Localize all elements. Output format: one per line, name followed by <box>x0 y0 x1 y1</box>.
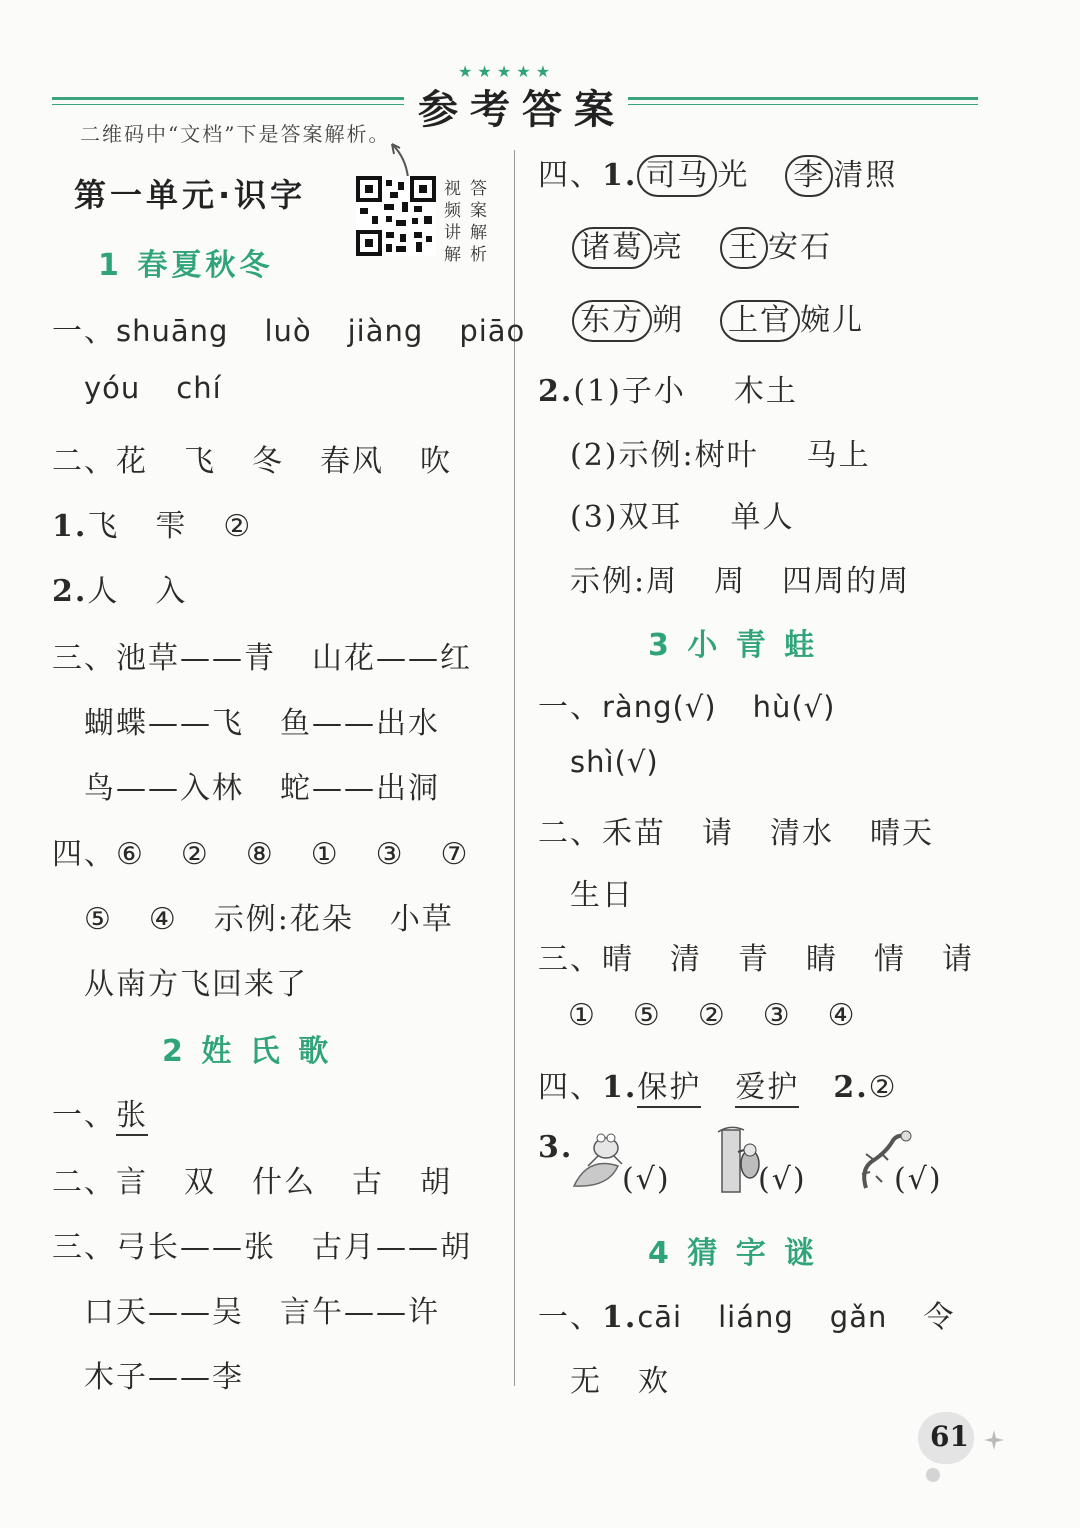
l2-q1-label: 一、 <box>52 1098 116 1133</box>
l1-q2-2-row <box>52 566 187 610</box>
l3-q3-label: 三、 <box>538 942 602 977</box>
answer: ③ <box>375 837 405 872</box>
answer: 木土 <box>733 374 798 409</box>
answer: 张 <box>116 1098 148 1136</box>
answer: (1)子小 <box>573 374 686 409</box>
q-number: 2. <box>833 1070 869 1105</box>
decor-dot <box>926 1468 940 1482</box>
check-answer: (√) <box>622 1162 671 1197</box>
given-name: 婉儿 <box>800 303 864 338</box>
header-stars: ★ ★ ★ ★ ★ <box>458 62 551 81</box>
answer: 池草——青 <box>116 641 276 676</box>
check-answer: (√) <box>894 1162 943 1197</box>
l3-q3-row-a <box>538 934 974 978</box>
lesson-3-title: 3 小 青 蛙 <box>648 628 819 663</box>
l1-q4-label: 四、 <box>52 837 116 872</box>
l3-q1-row-a <box>538 682 835 726</box>
answer: 古月——胡 <box>312 1230 472 1265</box>
l4-q1-row-b <box>570 1356 670 1400</box>
answer: 冬 <box>252 444 284 479</box>
q-number: 2. <box>52 574 88 609</box>
answer: 口天——吴 <box>84 1295 244 1330</box>
answer: 古 <box>352 1165 384 1200</box>
l2-q2-row <box>52 1157 452 1201</box>
answer: 晴 <box>602 942 634 977</box>
answer: ⑤ <box>84 902 113 937</box>
q-number: 1. <box>602 1070 638 1105</box>
answer: 双 <box>184 1165 216 1200</box>
answer: 蛇——出洞 <box>280 771 440 806</box>
answer: 晴天 <box>870 816 934 851</box>
l3-q4-3-number: 3. <box>538 1130 574 1165</box>
q-number: 1. <box>52 509 88 544</box>
l1-q4-row-c: 从南方飞回来了 <box>84 967 308 1002</box>
answer: 飞 <box>87 509 120 544</box>
l2-q4-names-row-2 <box>572 222 832 269</box>
header-rule-left <box>52 97 404 100</box>
pinyin: cāi <box>637 1300 683 1334</box>
l2-q1-row <box>52 1090 148 1136</box>
answer: 禾苗 <box>602 816 666 851</box>
answer: 小草 <box>389 902 454 937</box>
l1-q3-row-a <box>52 633 472 677</box>
answer: ⑤ <box>632 998 662 1033</box>
l3-q3-row-b <box>568 998 857 1033</box>
circled-surname: 王 <box>720 227 768 269</box>
answer: 请 <box>942 942 974 977</box>
answer: 飞 <box>184 444 216 479</box>
l2-q4-label: 四、 <box>538 158 602 193</box>
answer: 弓长——张 <box>116 1230 276 1265</box>
l1-q1-row-a <box>52 306 525 350</box>
circled-surname: 东方 <box>572 300 652 342</box>
given-name: 光 <box>717 158 750 193</box>
l3-q2-row-b: 生日 <box>570 878 634 913</box>
l1-q3-label: 三、 <box>52 641 116 676</box>
l2-q4-2-row-1 <box>538 366 798 410</box>
answer: 鱼——出水 <box>280 706 440 741</box>
qr-label-video: 视频讲解 <box>444 179 461 265</box>
l2-q3-row-a <box>52 1222 472 1266</box>
l1-q2-row <box>52 436 452 480</box>
given-name: 亮 <box>652 230 684 265</box>
answer: 无 <box>570 1364 602 1399</box>
answer: ④ <box>148 902 178 937</box>
answer: 雫 <box>155 509 188 544</box>
answer: ② <box>180 837 210 872</box>
pinyin: jiàng <box>347 314 424 348</box>
answer: 入 <box>155 574 188 609</box>
pinyin: piāo <box>459 314 526 348</box>
lesson-4-title: 4 猜 字 谜 <box>648 1236 819 1271</box>
answer: 清水 <box>770 816 834 851</box>
given-name: 安石 <box>768 230 832 265</box>
answer: 山花——红 <box>312 641 472 676</box>
answer: ② <box>697 998 727 1033</box>
answer: 情 <box>874 942 906 977</box>
check-answer: (√) <box>758 1162 807 1197</box>
lesson-2-title: 2 姓 氏 歌 <box>162 1034 333 1069</box>
answer: 四周的周 <box>782 564 911 599</box>
l3-q4-label: 四、 <box>538 1070 602 1105</box>
answer: 言 <box>116 1165 148 1200</box>
circled-surname: 司马 <box>637 155 717 197</box>
l1-q4-row-a <box>52 829 469 873</box>
answer: 蝴蝶——飞 <box>84 706 244 741</box>
pinyin: luò <box>264 314 312 348</box>
l2-q4-2-row-4 <box>570 556 910 600</box>
answer: 鸟——入林 <box>84 771 244 806</box>
answer: 周 <box>714 564 747 599</box>
answer: ③ <box>762 998 792 1033</box>
l1-q3-row-c <box>84 763 440 807</box>
l4-q1-row-a <box>538 1292 955 1336</box>
qr-note: 二维码中“文档”下是答案解析。 <box>80 122 391 146</box>
answer: ① <box>310 837 340 872</box>
answer: 单人 <box>730 500 795 535</box>
answer: ⑧ <box>245 837 275 872</box>
l1-q2-1-row <box>52 501 252 545</box>
given-name: 朔 <box>652 303 684 338</box>
l1-q2-label: 二、 <box>52 444 116 479</box>
l2-q4-2-row-3 <box>570 492 795 536</box>
l3-q1-row-b <box>570 745 659 780</box>
l2-q4-2-row-2 <box>570 430 871 474</box>
answer: 清 <box>670 942 702 977</box>
q-number: 1. <box>602 1300 638 1335</box>
qr-label-answer: 答案解析 <box>470 179 487 265</box>
given-name: 清照 <box>833 158 898 193</box>
answer: 示例:花朵 <box>213 902 354 937</box>
circled-surname: 上官 <box>720 300 800 342</box>
pinyin: chí <box>176 371 222 405</box>
frog-on-leaf-icon <box>568 1126 628 1192</box>
l2-q4-names-row-3 <box>572 295 864 342</box>
pinyin: ràng(√) <box>602 690 717 724</box>
header-rule-right-thin <box>628 104 978 105</box>
answer: 花 <box>116 444 148 479</box>
answer: 人 <box>87 574 120 609</box>
l2-q2-label: 二、 <box>52 1165 116 1200</box>
circled-surname: 李 <box>785 155 833 197</box>
answer: 吹 <box>420 444 452 479</box>
l3-q2-label: 二、 <box>538 816 602 851</box>
answer: ② <box>868 1070 898 1105</box>
pinyin: hù(√) <box>752 690 836 724</box>
answer: 请 <box>702 816 734 851</box>
answer: 睛 <box>806 942 838 977</box>
header-rule-right <box>628 97 978 100</box>
pinyin: liáng <box>718 1300 794 1334</box>
l2-q3-row-c: 木子——李 <box>84 1360 244 1395</box>
answer: 欢 <box>638 1364 670 1399</box>
l3-q2-row-a <box>538 808 934 852</box>
sparkle-icon <box>984 1430 1004 1450</box>
answer: 青 <box>738 942 770 977</box>
answer: 马上 <box>806 438 871 473</box>
pinyin: gǎn <box>829 1300 888 1334</box>
header-rule-left-thin <box>52 104 404 105</box>
answer: ④ <box>827 998 857 1033</box>
q-number: 2. <box>538 374 574 409</box>
arrow-icon <box>384 138 414 180</box>
answer: 爱护 <box>735 1070 799 1108</box>
answer: (3)双耳 <box>570 500 683 535</box>
answer: 什么 <box>252 1165 316 1200</box>
pinyin: shuāng <box>116 314 229 348</box>
lesson-1-title: 1 春夏秋冬 <box>98 248 274 283</box>
answer: ⑦ <box>440 837 470 872</box>
q-number: 1. <box>602 158 638 193</box>
answer: ⑥ <box>116 837 145 872</box>
pinyin: yóu <box>84 371 141 405</box>
circled-surname: 诸葛 <box>572 227 652 269</box>
page-number: 61 <box>930 1420 969 1453</box>
l4-q1-label: 一、 <box>538 1300 602 1335</box>
qr-code-icon[interactable] <box>356 176 436 256</box>
pinyin: shì(√) <box>570 745 659 779</box>
l3-q1-label: 一、 <box>538 690 602 725</box>
l1-q3-row-b <box>84 698 440 742</box>
l1-q1-label: 一、 <box>52 314 116 349</box>
answer: ② <box>223 509 253 544</box>
unit-title: 第一单元·识字 <box>74 176 307 214</box>
answer: 令 <box>923 1300 956 1335</box>
answer: 胡 <box>420 1165 452 1200</box>
answer: 示例:周 <box>570 564 679 599</box>
l1-q1-row-b <box>84 371 222 406</box>
answer: 春风 <box>320 444 384 479</box>
l2-q4-names-row-1 <box>538 150 897 197</box>
l2-q3-row-b <box>84 1287 440 1331</box>
answer: (2)示例:树叶 <box>570 438 759 473</box>
answer: 言午——许 <box>280 1295 440 1330</box>
l3-q4-row-1 <box>538 1062 898 1108</box>
page-title: 参考答案 <box>418 87 626 133</box>
l2-q3-label: 三、 <box>52 1230 116 1265</box>
answer: ① <box>568 998 597 1033</box>
l1-q4-row-b <box>84 894 454 938</box>
answer: 保护 <box>637 1070 701 1108</box>
